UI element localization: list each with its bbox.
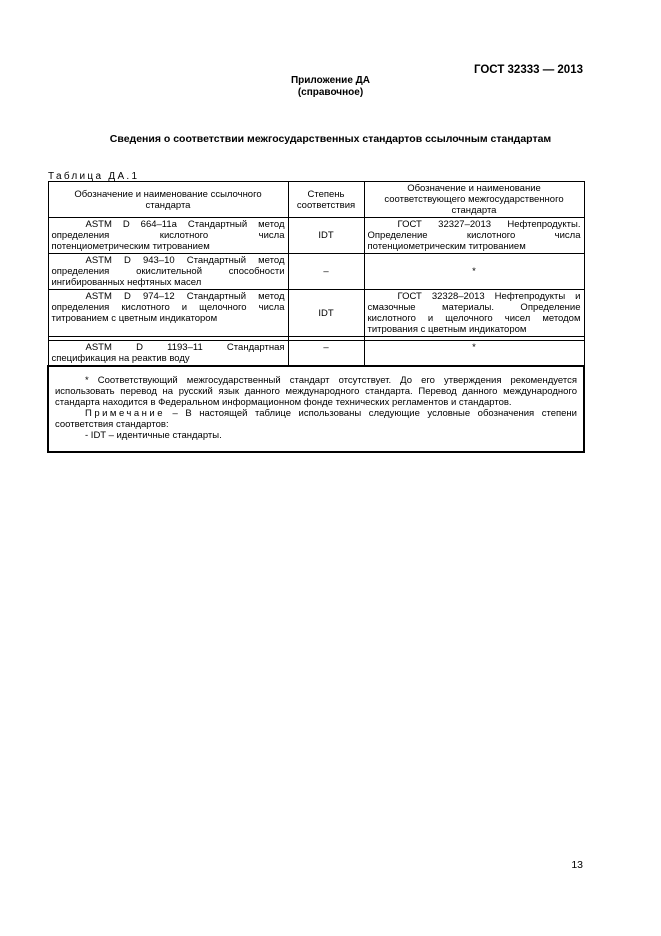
table-row — [48, 218, 584, 254]
table-row — [48, 290, 584, 337]
header-corresponding-standard: Обозначение и наименование соответствующего межгосударственного стандарта — [364, 182, 584, 218]
appendix-subtitle: (справочное) — [297, 87, 364, 98]
appendix-heading — [0, 75, 661, 99]
cell-degree: – — [288, 341, 364, 367]
table-row — [48, 254, 584, 290]
document-title: Сведения о соответствии межгосударственных стандартов ссылочным стандартам — [109, 133, 552, 145]
cell-degree: – — [288, 254, 364, 290]
header-ref-standard: Обозначение и наименование ссылочного стандарта — [48, 182, 288, 218]
note — [55, 408, 577, 430]
table-notes — [48, 366, 584, 452]
table-row — [48, 341, 584, 367]
cell-degree: IDT — [288, 218, 364, 254]
footnote: * Соответствующий межгосударственный стандарт отсутствует. До его утверждения рекомендуется использовать перевод на русский язык данного международного стандарта. Перевод данного международного стандарта находится в Федеральном информационном фонде технических регламентов и стандартов. — [55, 375, 577, 408]
note-item: - IDT – идентичные стандарты. — [85, 430, 222, 441]
cell-ref-standard: ASTM D 1193–11 Стандартная спецификация на реактив воду — [48, 341, 288, 367]
note-label: Примечание — [85, 408, 165, 419]
note-text: – В настоящей таблице использованы следующие условные обозначения степени соответствия стандартов: — [55, 408, 577, 430]
cell-degree: IDT — [288, 290, 364, 337]
table-notes-row — [48, 366, 584, 452]
cell-corresponding-standard: ГОСТ 32327–2013 Нефтепродукты. Определение кислотного числа потенциометрическим титрованием — [364, 218, 584, 254]
cell-ref-standard: ASTM D 974–12 Стандартный метод определения кислотного и щелочного числа титрованием с цветным индикатором — [48, 290, 288, 337]
correspondence-table — [47, 181, 585, 453]
cell-ref-standard: ASTM D 664–11a Стандартный метод определения кислотного числа потенциометрическим титрованием — [48, 218, 288, 254]
appendix-title: Приложение ДА — [290, 75, 371, 86]
cell-corresponding-standard: * — [364, 341, 584, 367]
cell-ref-standard: ASTM D 943–10 Стандартный метод определения окислительной способности ингибированных нефтяных масел — [48, 254, 288, 290]
cell-corresponding-standard: ГОСТ 32328–2013 Нефтепродукты и смазочные материалы. Определение кислотного и щелочного чисел методом титрования с цветным индикатором — [364, 290, 584, 337]
table-caption: Таблица ДА.1 — [48, 171, 140, 182]
table-header-row — [48, 182, 584, 218]
gost-code: ГОСТ 32333 — 2013 — [473, 64, 583, 76]
page-number: 13 — [571, 859, 583, 871]
cell-corresponding-standard: * — [364, 254, 584, 290]
header-degree: Степень соответствия — [288, 182, 364, 218]
